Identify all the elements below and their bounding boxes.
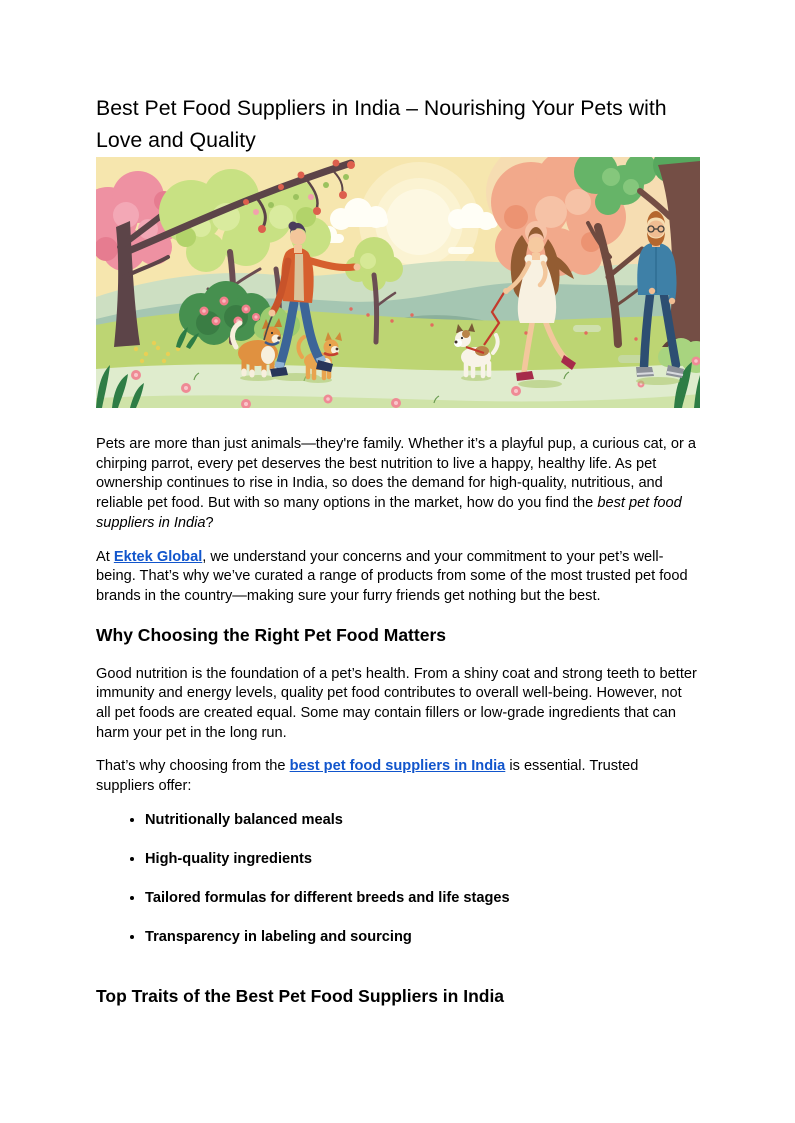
section1-p2-end: is essential. Trusted suppliers offer: [96,758,639,795]
best-pet-food-suppliers-link[interactable]: best pet food suppliers in India [289,758,506,775]
intro-paragraph-2 [96,548,700,607]
ektek-global-link[interactable]: Ektek Global [113,548,203,565]
section1-paragraph-1: Good nutrition is the foundation of a pet’s health. From a shiny coat and strong teeth to better immunity and energy levels, quality pet food contributes to overall well-being. However, not all pet foods are created equal. Some may contain fillers or low-grade ingredients that can harm your pet in the long run. [96,665,697,741]
intro-p1-end: ? [205,514,214,531]
hero-illustration [96,157,700,408]
intro-p2-end: , we understand your concerns and your commitment to your pet’s well-being. That’s why we’ve curated a range of products from some of the most trusted pet food brands in the country—making sure your furry friends get nothing but the best. [96,548,688,604]
section1-p2-text: That’s why choosing from the [96,758,290,775]
list-item: • Nutritionally balanced meals [145,811,700,831]
section1-paragraph-2 [96,757,700,796]
benefits-list [96,811,700,948]
section-heading-why-choosing: Why Choosing the Right Pet Food Matters [96,624,446,645]
list-item: • Transparency in labeling and sourcing [145,928,700,948]
document-title: Best Pet Food Suppliers in India – Nourishing Your Pets with Love and Quality [96,96,667,152]
intro-p2-text: At [96,548,114,565]
intro-paragraph-1 [96,435,700,534]
section-heading-top-traits: Top Traits of the Best Pet Food Suppliers in India [96,986,505,1007]
intro-p1-text: Pets are more than just animals—they're family. Whether it’s a playful pup, a curious cat, or a chirping parrot, every pet deserves the best nutrition to live a happy, healthy life. As pet ownership continues to rise in India, so does the demand for high-quality, nutritious, and reliable pet food. But with so many options in the market, how do you find the [96,436,697,512]
intro-p1-italic: best pet food suppliers in India [96,495,682,531]
list-item: • High-quality ingredients [145,850,700,870]
list-item: • Tailored formulas for different breeds and life stages [145,889,700,909]
